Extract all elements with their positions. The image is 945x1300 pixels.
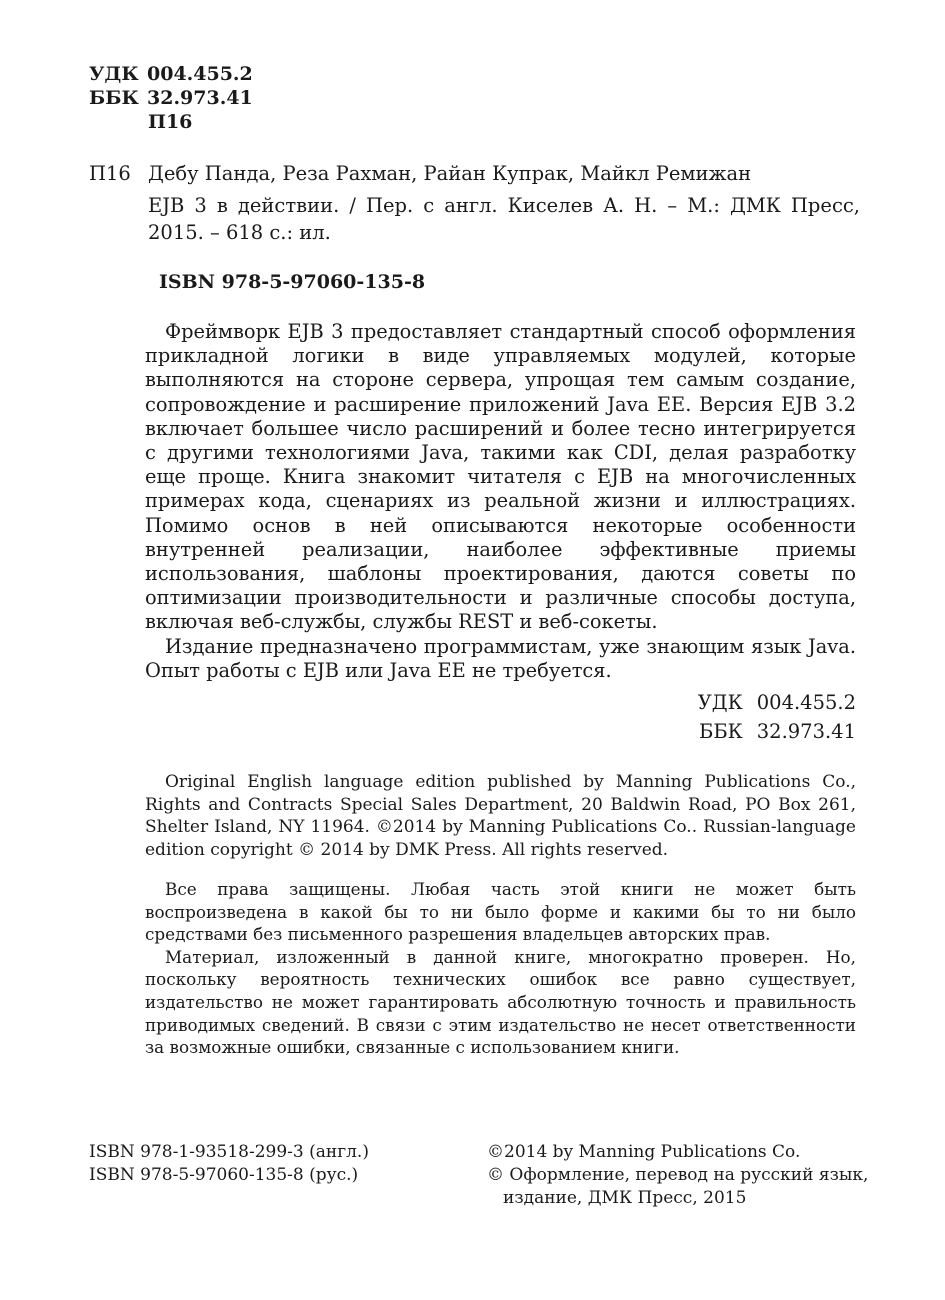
rights-paragraph: Все права защищены. Любая часть этой книги не может быть воспроизведена в какой бы то ни было форме и какими бы то ни было средствами без письменного разрешения владельцев авторских прав. <box>145 879 856 945</box>
copyright-manning: ©2014 by Manning Publications Co. <box>487 1142 801 1162</box>
udk-right-label: УДК <box>697 691 743 714</box>
annotation-paragraph: Фреймворк EJB 3 предоставляет стандартный способ оформления прикладной логики в виде управляемых модулей, которые выполняются на стороне сервера, упрощая тем самым создание, сопровождение и расширение приложений Java EE. Версия EJB 3.2 включает большее число расширений и более тесно интегрируется с другими технологиями Java, такими как CDI, делая разработку еще проще. Книга знакомит читателя с EJB на многочисленных примерах кода, сценариях из реальной жизни и иллюстрациях. Помимо основ в ней описываются некоторые особенности внутренней реализации, наиболее эффективные приемы использования, шаблоны проектирования, даются советы по оптимизации производительности и различные способы доступа, включая веб-службы, службы REST и веб-сокеты. <box>145 320 856 634</box>
classification-block <box>89 62 253 133</box>
isbn-main: ISBN 978-5-97060-135-8 <box>159 271 426 293</box>
original-edition-text: Original English language edition published by Manning Publications Co., Rights and Contracts Special Sales Department, 20 Baldwin Road, PO Box 261, Shelter Island, NY 11964. ©2014 by Manning Publications Co.. Russian-language edition copyright © 2014 by DMK Press. All rights reserved. <box>145 772 856 860</box>
bbk-value: 32.973.41 <box>147 87 253 109</box>
authors-list: Дебу Панда, Реза Рахман, Райан Купрак, Майкл Ремижан <box>148 162 752 185</box>
udk-row <box>89 62 253 86</box>
udk-value: 004.455.2 <box>147 63 253 85</box>
bbk-row <box>89 86 253 110</box>
bbk-right-row <box>698 717 856 746</box>
annotation-paragraph: Издание предназначено программистам, уже знающим язык Java. Опыт работы с EJB или Java EE не требуется. <box>145 634 856 682</box>
isbn-english: ISBN 978-1-93518-299-3 (англ.) <box>89 1142 369 1162</box>
rights-paragraph: Материал, изложенный в данной книге, многократно проверен. Но, поскольку вероятность технических ошибок все равно существует, издательство не может гарантировать абсолютную точность и правильность приводимых сведений. В связи с этим издательство не несет ответственности за возможные ошибки, связанные с использованием книги. <box>145 946 856 1058</box>
rights-notice <box>145 878 856 1059</box>
copyright-dmk-line2: издание, ДМК Пресс, 2015 <box>503 1188 747 1208</box>
isbn-list <box>89 1141 369 1187</box>
bbk-right-label: ББК <box>698 720 743 743</box>
bbk-label: ББК <box>89 87 139 109</box>
bbk-right-value: 32.973.41 <box>756 720 856 743</box>
author-mark: П16 <box>148 111 193 133</box>
annotation <box>145 320 856 683</box>
copyright-dmk-line1: © Оформление, перевод на русский язык, <box>487 1165 869 1185</box>
bibliographic-author-mark: П16 <box>89 162 131 185</box>
udk-label: УДК <box>89 63 139 85</box>
udk-right-value: 004.455.2 <box>756 691 856 714</box>
book-title-line: EJB 3 в действии. / Пер. с англ. Киселев А. Н. – М.: ДМК Пресс, 2015. – 618 с.: ил. <box>148 194 860 244</box>
copyright-list <box>487 1141 868 1210</box>
original-edition-note <box>145 771 856 861</box>
isbn-russian: ISBN 978-5-97060-135-8 (рус.) <box>89 1165 359 1185</box>
classification-right <box>698 688 856 746</box>
udk-right-row <box>698 688 856 717</box>
